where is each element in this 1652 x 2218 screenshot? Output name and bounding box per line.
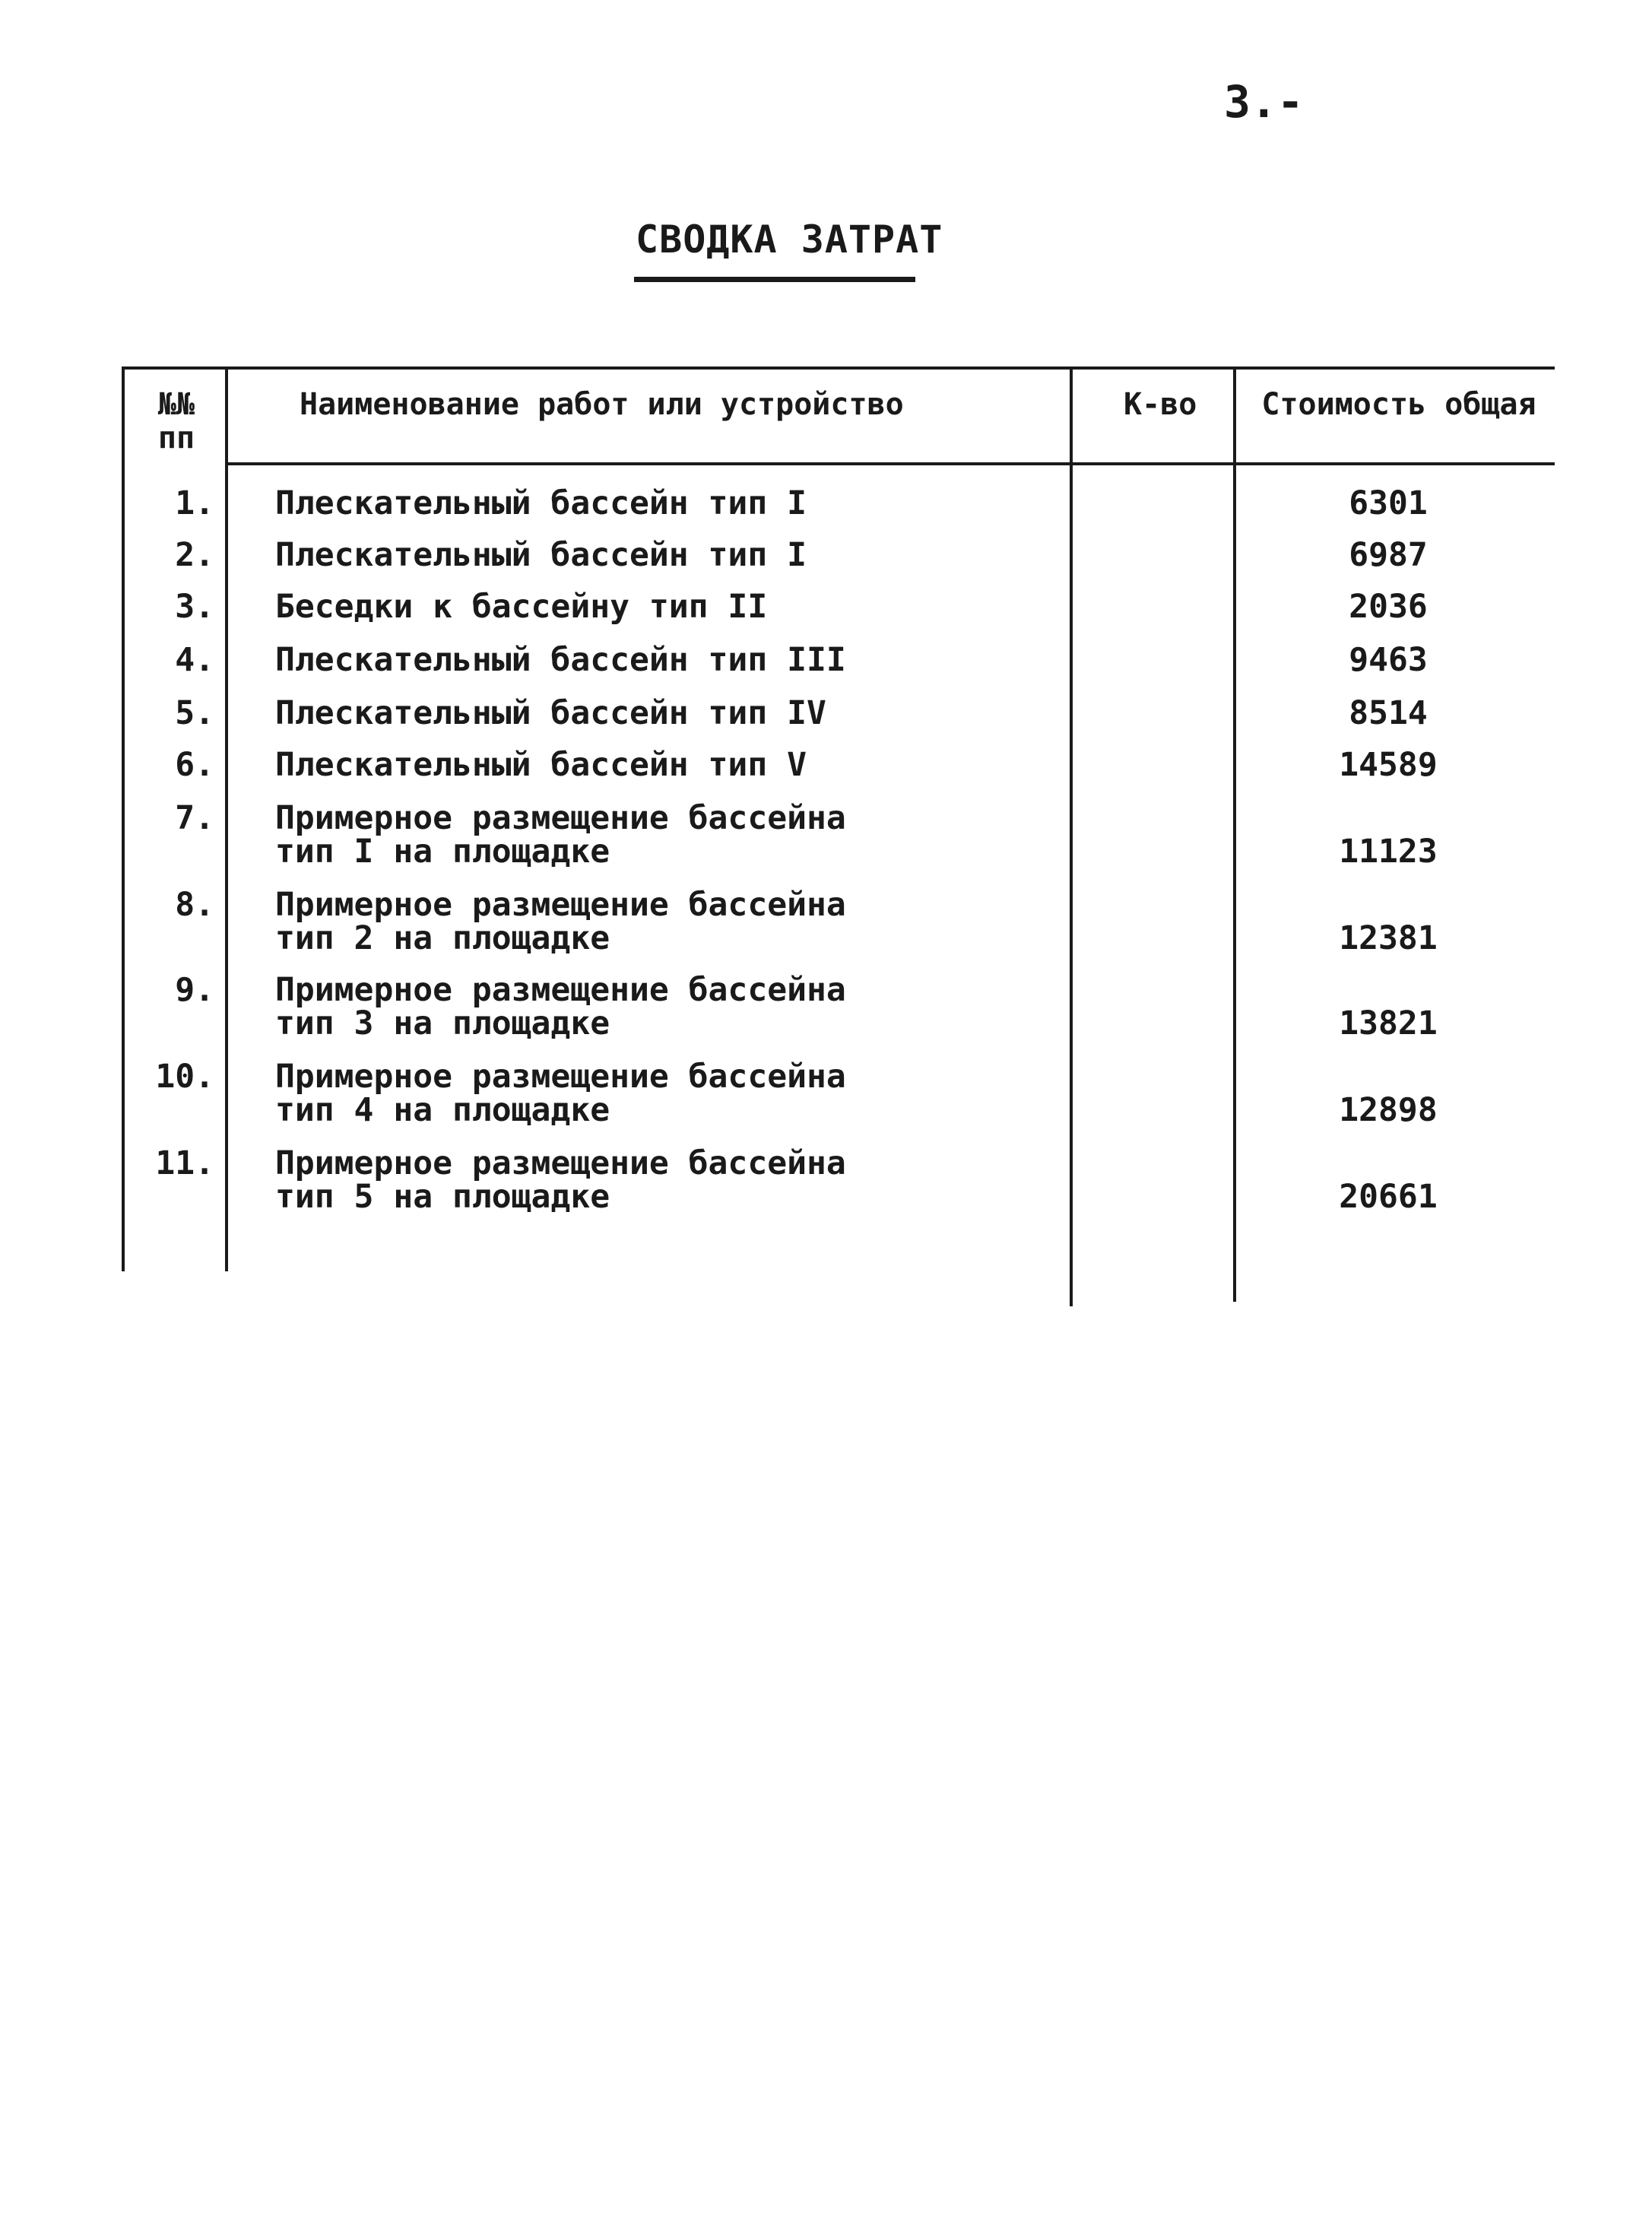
row-name: Примерное размещение бассейна bbox=[275, 1144, 846, 1182]
row-name: Плескательный бассейн тип IV bbox=[275, 694, 826, 732]
page-number: 3.- bbox=[1224, 76, 1304, 128]
row-number: 5. bbox=[175, 694, 214, 732]
row-name: тип I на площадке bbox=[275, 833, 610, 871]
row-number: 11. bbox=[155, 1144, 214, 1182]
row-number: 7. bbox=[175, 799, 214, 837]
row-cost: 14589 bbox=[1339, 746, 1438, 784]
row-number: 6. bbox=[175, 746, 214, 784]
column-divider-quantity bbox=[1070, 366, 1073, 1306]
row-number: 8. bbox=[175, 886, 214, 924]
header-quantity: К-во bbox=[1124, 387, 1197, 422]
row-cost: 13821 bbox=[1339, 1004, 1438, 1042]
row-name: Плескательный бассейн тип V bbox=[275, 746, 807, 784]
row-cost: 20661 bbox=[1339, 1178, 1438, 1216]
table-top-rule bbox=[122, 366, 1555, 370]
row-name: Плескательный бассейн тип I bbox=[275, 536, 807, 574]
row-name: Примерное размещение бассейна bbox=[275, 971, 846, 1009]
header-number: №№ пп bbox=[157, 387, 195, 455]
row-name: Примерное размещение бассейна bbox=[275, 1058, 846, 1096]
row-number: 3. bbox=[175, 588, 214, 626]
row-number: 2. bbox=[175, 536, 214, 574]
row-number: 4. bbox=[175, 641, 214, 679]
row-name: тип 5 на площадке bbox=[275, 1178, 610, 1216]
title-underline bbox=[634, 277, 915, 282]
row-name: Плескательный бассейн тип I bbox=[275, 484, 807, 522]
header-cost: Стоимость общая bbox=[1261, 387, 1536, 422]
row-name: тип 3 на площадке bbox=[275, 1004, 610, 1042]
table-header-rule bbox=[228, 462, 1555, 465]
row-name: тип 2 на площадке bbox=[275, 919, 610, 957]
row-name: Примерное размещение бассейна bbox=[275, 886, 846, 924]
row-cost: 12381 bbox=[1339, 919, 1438, 957]
row-cost: 12898 bbox=[1339, 1091, 1438, 1129]
column-divider-number bbox=[225, 366, 228, 1271]
row-number: 10. bbox=[155, 1058, 214, 1096]
row-cost: 9463 bbox=[1349, 641, 1428, 679]
row-name: Беседки к бассейну тип II bbox=[275, 588, 768, 626]
row-name: тип 4 на площадке bbox=[275, 1091, 610, 1129]
row-name: Примерное размещение бассейна bbox=[275, 799, 846, 837]
row-name: Плескательный бассейн тип III bbox=[275, 641, 846, 679]
row-number: 1. bbox=[175, 484, 214, 522]
row-cost: 11123 bbox=[1339, 833, 1438, 871]
row-cost: 6987 bbox=[1349, 536, 1428, 574]
document-title: СВОДКА ЗАТРАТ bbox=[636, 217, 943, 262]
row-number: 9. bbox=[175, 971, 214, 1009]
row-cost: 2036 bbox=[1349, 588, 1428, 626]
row-cost: 8514 bbox=[1349, 694, 1428, 732]
row-cost: 6301 bbox=[1349, 484, 1428, 522]
header-name: Наименование работ или устройство bbox=[300, 387, 904, 422]
